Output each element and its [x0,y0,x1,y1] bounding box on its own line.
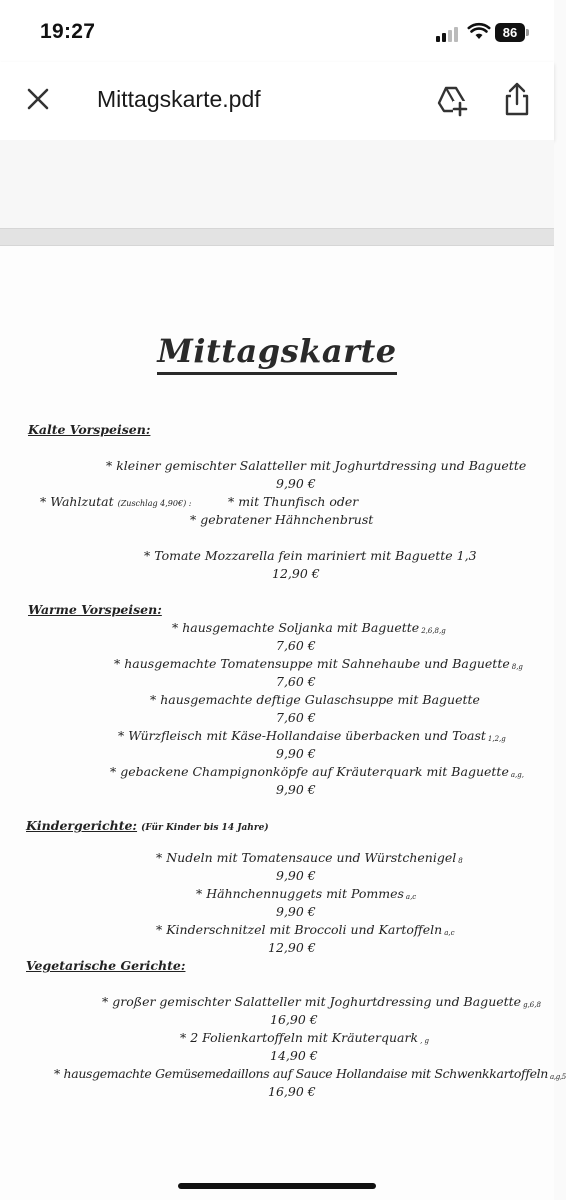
status-bar [0,0,554,62]
status-time: 19:27 [40,20,96,43]
menu-price: 12,90 € [272,566,320,581]
menu-item: * Kinderschnitzel mit Broccoli und Kartoffeln a,c [156,922,455,937]
menu-title: Mittagskarte [0,332,554,375]
previous-page [0,140,554,228]
share-icon[interactable] [499,80,535,118]
menu-price: 12,90 € [268,940,316,955]
menu-price: 9,90 € [276,782,316,797]
menu-item: * Tomate Mozzarella fein mariniert mit Baguette 1,3 [144,548,477,563]
menu-price: 9,90 € [276,476,316,491]
menu-price: 16,90 € [270,1012,318,1027]
menu-item: * gebackene Champignonköpfe auf Kräuterquark mit Baguette a,g, [110,764,524,779]
menu-item: * hausgemachte deftige Gulaschsuppe mit Baguette [150,692,480,707]
menu-item: * Hähnchennuggets mit Pommes a,c [196,886,417,901]
menu-price: 16,90 € [268,1084,316,1099]
add-to-drive-icon[interactable] [434,82,470,118]
battery-icon: 86 [495,23,525,42]
section-warme-vorspeisen: Warme Vorspeisen: [28,602,162,617]
menu-price: 14,90 € [270,1048,318,1063]
menu-price: 7,60 € [276,638,316,653]
menu-item: * großer gemischter Salatteller mit Joghurtdressing und Baguette g,6,8 [102,994,541,1009]
menu-price: 9,90 € [276,746,316,761]
section-kalte-vorspeisen: Kalte Vorspeisen: [28,422,151,437]
section-vegetarische-gerichte: Vegetarische Gerichte: [26,958,186,973]
pdf-page [0,246,566,1200]
menu-item-option: * gebratener Hähnchenbrust [190,512,374,527]
menu-item: * 2 Folienkartoffeln mit Kräuterquark , g [180,1030,429,1045]
menu-price: 9,90 € [276,868,316,883]
menu-item: * hausgemachte Tomatensuppe mit Sahnehaube und Baguette 8,g [114,656,523,671]
menu-item: * Nudeln mit Tomatensauce und Würstchenigel 8 [156,850,463,865]
document-title: Mittagskarte.pdf [97,86,261,112]
cellular-signal-icon [436,24,464,42]
close-icon[interactable] [22,82,54,116]
menu-price: 9,90 € [276,904,316,919]
menu-item: * hausgemachte Soljanka mit Baguette 2,6,8,g [172,620,446,635]
battery-tip [526,29,529,36]
menu-item: * kleiner gemischter Salatteller mit Joghurtdressing und Baguette [106,458,527,473]
pdf-viewer[interactable] [0,140,566,1200]
menu-item: * Würzfleisch mit Käse-Hollandaise überbacken und Toast 1,2,g [118,728,506,743]
menu-item: * Wahlzutat (Zuschlag 4,90€) : [40,494,192,509]
wifi-icon [468,22,490,40]
menu-item: * hausgemachte Gemüsemedaillons auf Sauce Hollandaise mit Schwenkkartoffeln a,g,5 [54,1066,566,1081]
page-separator [0,228,554,246]
menu-price: 7,60 € [276,674,316,689]
section-kindergerichte: Kindergerichte: (Für Kinder bis 14 Jahre) [26,818,269,833]
menu-price: 7,60 € [276,710,316,725]
viewer-header [0,62,554,140]
menu-item-option: * mit Thunfisch oder [228,494,359,509]
home-indicator[interactable] [178,1183,376,1189]
